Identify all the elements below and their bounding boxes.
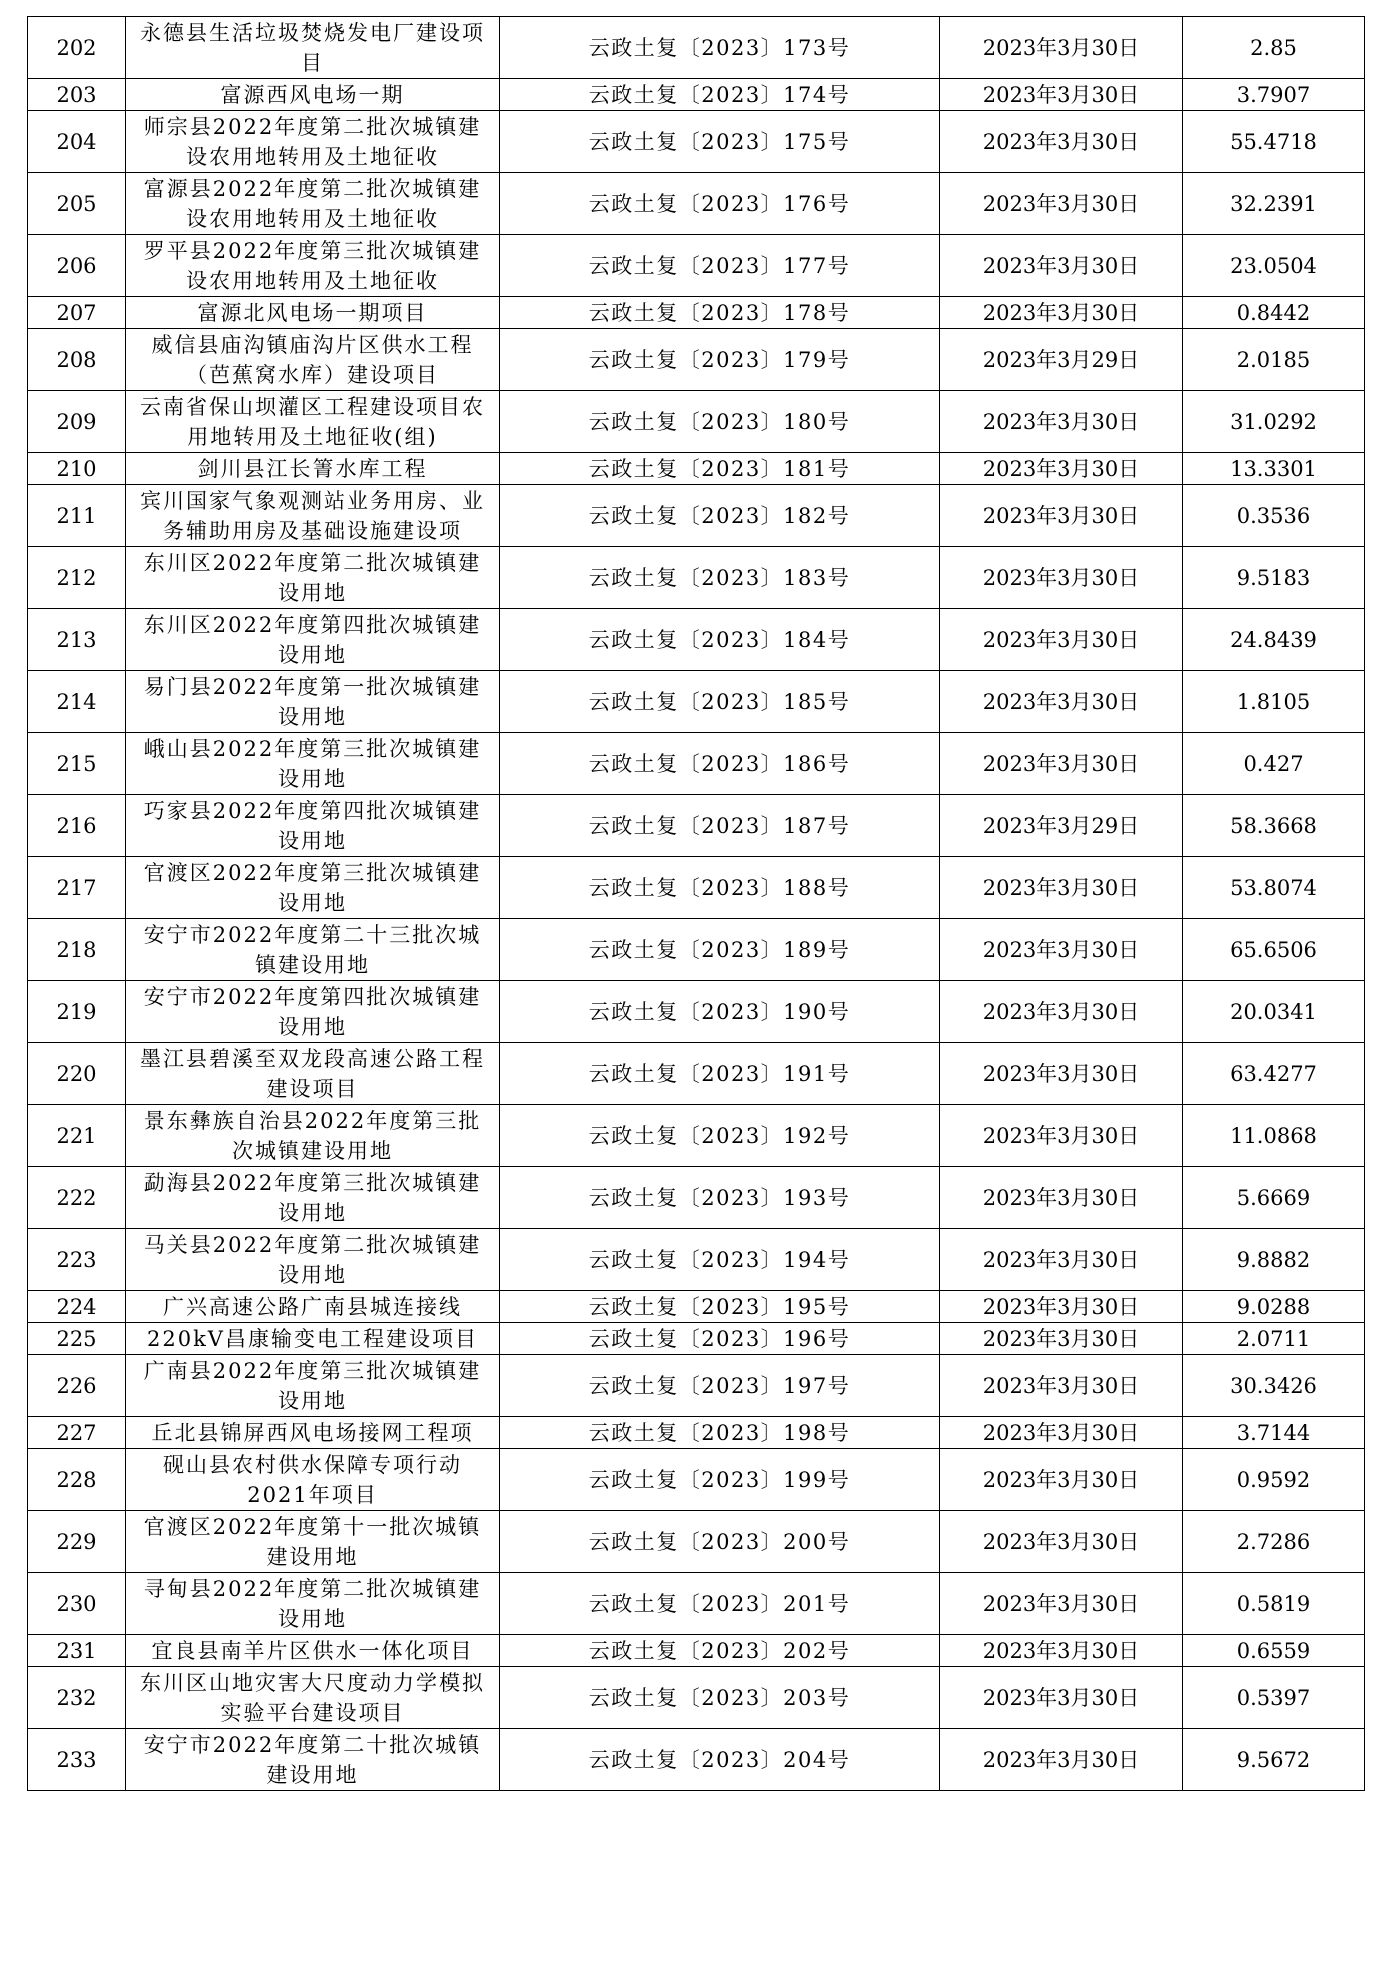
table-row	[28, 609, 1365, 671]
project-name: 宾川国家气象观测站业务用房、业务辅助用房及基础设施建设项	[126, 485, 500, 547]
row-number: 231	[28, 1635, 126, 1667]
project-name: 峨山县2022年度第三批次城镇建设用地	[126, 733, 500, 795]
project-name: 墨江县碧溪至双龙段高速公路工程建设项目	[126, 1043, 500, 1105]
area-value: 63.4277	[1183, 1043, 1365, 1105]
approval-date: 2023年3月30日	[940, 1291, 1183, 1323]
row-number: 228	[28, 1449, 126, 1511]
approval-date: 2023年3月30日	[940, 919, 1183, 981]
project-name: 剑川县江长箐水库工程	[126, 453, 500, 485]
project-name: 勐海县2022年度第三批次城镇建设用地	[126, 1167, 500, 1229]
project-name: 富源西风电场一期	[126, 79, 500, 111]
table-row	[28, 1417, 1365, 1449]
area-value: 9.8882	[1183, 1229, 1365, 1291]
row-number: 211	[28, 485, 126, 547]
table-row	[28, 1291, 1365, 1323]
approval-date: 2023年3月30日	[940, 297, 1183, 329]
approval-date: 2023年3月30日	[940, 17, 1183, 79]
approval-date: 2023年3月30日	[940, 1729, 1183, 1791]
table-row	[28, 1323, 1365, 1355]
table-row	[28, 329, 1365, 391]
row-number: 208	[28, 329, 126, 391]
approval-document-number: 云政土复〔2023〕181号	[500, 453, 940, 485]
row-number: 233	[28, 1729, 126, 1791]
table-body	[28, 17, 1365, 1791]
project-name: 景东彝族自治县2022年度第三批次城镇建设用地	[126, 1105, 500, 1167]
area-value: 0.3536	[1183, 485, 1365, 547]
row-number: 204	[28, 111, 126, 173]
approval-document-number: 云政土复〔2023〕187号	[500, 795, 940, 857]
row-number: 217	[28, 857, 126, 919]
area-value: 2.7286	[1183, 1511, 1365, 1573]
row-number: 222	[28, 1167, 126, 1229]
table-row	[28, 981, 1365, 1043]
approval-date: 2023年3月30日	[940, 1417, 1183, 1449]
area-value: 0.5397	[1183, 1667, 1365, 1729]
approval-document-number: 云政土复〔2023〕195号	[500, 1291, 940, 1323]
table-row	[28, 1449, 1365, 1511]
area-value: 9.0288	[1183, 1291, 1365, 1323]
project-name: 云南省保山坝灌区工程建设项目农用地转用及土地征收(组)	[126, 391, 500, 453]
approval-table	[27, 16, 1365, 1791]
approval-date: 2023年3月30日	[940, 173, 1183, 235]
area-value: 0.5819	[1183, 1573, 1365, 1635]
table-row	[28, 1729, 1365, 1791]
approval-document-number: 云政土复〔2023〕193号	[500, 1167, 940, 1229]
approval-date: 2023年3月30日	[940, 485, 1183, 547]
area-value: 55.4718	[1183, 111, 1365, 173]
table-row	[28, 173, 1365, 235]
project-name: 东川区山地灾害大尺度动力学模拟实验平台建设项目	[126, 1667, 500, 1729]
project-name: 安宁市2022年度第四批次城镇建设用地	[126, 981, 500, 1043]
table-row	[28, 17, 1365, 79]
approval-date: 2023年3月30日	[940, 609, 1183, 671]
table-row	[28, 111, 1365, 173]
project-name: 宜良县南羊片区供水一体化项目	[126, 1635, 500, 1667]
area-value: 20.0341	[1183, 981, 1365, 1043]
project-name: 富源北风电场一期项目	[126, 297, 500, 329]
approval-document-number: 云政土复〔2023〕182号	[500, 485, 940, 547]
approval-document-number: 云政土复〔2023〕203号	[500, 1667, 940, 1729]
row-number: 223	[28, 1229, 126, 1291]
area-value: 1.8105	[1183, 671, 1365, 733]
table-row	[28, 391, 1365, 453]
approval-date: 2023年3月30日	[940, 1043, 1183, 1105]
approval-date: 2023年3月30日	[940, 671, 1183, 733]
table-row	[28, 79, 1365, 111]
approval-document-number: 云政土复〔2023〕178号	[500, 297, 940, 329]
project-name: 罗平县2022年度第三批次城镇建设农用地转用及土地征收	[126, 235, 500, 297]
table-row	[28, 1229, 1365, 1291]
approval-date: 2023年3月30日	[940, 1573, 1183, 1635]
row-number: 219	[28, 981, 126, 1043]
area-value: 32.2391	[1183, 173, 1365, 235]
table-row	[28, 485, 1365, 547]
row-number: 202	[28, 17, 126, 79]
project-name: 易门县2022年度第一批次城镇建设用地	[126, 671, 500, 733]
table-row	[28, 919, 1365, 981]
row-number: 218	[28, 919, 126, 981]
approval-document-number: 云政土复〔2023〕183号	[500, 547, 940, 609]
area-value: 9.5183	[1183, 547, 1365, 609]
project-name: 广兴高速公路广南县城连接线	[126, 1291, 500, 1323]
approval-document-number: 云政土复〔2023〕189号	[500, 919, 940, 981]
table-row	[28, 453, 1365, 485]
approval-document-number: 云政土复〔2023〕176号	[500, 173, 940, 235]
approval-date: 2023年3月30日	[940, 79, 1183, 111]
row-number: 224	[28, 1291, 126, 1323]
approval-document-number: 云政土复〔2023〕175号	[500, 111, 940, 173]
table-row	[28, 547, 1365, 609]
table-row	[28, 1511, 1365, 1573]
area-value: 2.85	[1183, 17, 1365, 79]
area-value: 2.0185	[1183, 329, 1365, 391]
area-value: 9.5672	[1183, 1729, 1365, 1791]
row-number: 221	[28, 1105, 126, 1167]
approval-document-number: 云政土复〔2023〕180号	[500, 391, 940, 453]
approval-document-number: 云政土复〔2023〕174号	[500, 79, 940, 111]
area-value: 0.6559	[1183, 1635, 1365, 1667]
approval-date: 2023年3月30日	[940, 1355, 1183, 1417]
project-name: 220kV昌康输变电工程建设项目	[126, 1323, 500, 1355]
area-value: 11.0868	[1183, 1105, 1365, 1167]
approval-date: 2023年3月30日	[940, 733, 1183, 795]
area-value: 53.8074	[1183, 857, 1365, 919]
area-value: 2.0711	[1183, 1323, 1365, 1355]
row-number: 214	[28, 671, 126, 733]
project-name: 富源县2022年度第二批次城镇建设农用地转用及土地征收	[126, 173, 500, 235]
row-number: 206	[28, 235, 126, 297]
approval-date: 2023年3月30日	[940, 1229, 1183, 1291]
approval-date: 2023年3月30日	[940, 857, 1183, 919]
approval-document-number: 云政土复〔2023〕190号	[500, 981, 940, 1043]
project-name: 广南县2022年度第三批次城镇建设用地	[126, 1355, 500, 1417]
area-value: 3.7144	[1183, 1417, 1365, 1449]
project-name: 丘北县锦屏西风电场接网工程项	[126, 1417, 500, 1449]
approval-date: 2023年3月30日	[940, 1635, 1183, 1667]
approval-document-number: 云政土复〔2023〕199号	[500, 1449, 940, 1511]
project-name: 砚山县农村供水保障专项行动2021年项目	[126, 1449, 500, 1511]
approval-date: 2023年3月30日	[940, 453, 1183, 485]
row-number: 207	[28, 297, 126, 329]
approval-document-number: 云政土复〔2023〕196号	[500, 1323, 940, 1355]
approval-document-number: 云政土复〔2023〕173号	[500, 17, 940, 79]
approval-date: 2023年3月29日	[940, 329, 1183, 391]
table-row	[28, 1667, 1365, 1729]
approval-date: 2023年3月30日	[940, 547, 1183, 609]
project-name: 东川区2022年度第二批次城镇建设用地	[126, 547, 500, 609]
area-value: 0.427	[1183, 733, 1365, 795]
row-number: 210	[28, 453, 126, 485]
table-row	[28, 1635, 1365, 1667]
project-name: 永德县生活垃圾焚烧发电厂建设项目	[126, 17, 500, 79]
row-number: 232	[28, 1667, 126, 1729]
project-name: 马关县2022年度第二批次城镇建设用地	[126, 1229, 500, 1291]
row-number: 205	[28, 173, 126, 235]
table-row	[28, 671, 1365, 733]
table-row	[28, 235, 1365, 297]
row-number: 230	[28, 1573, 126, 1635]
row-number: 227	[28, 1417, 126, 1449]
row-number: 220	[28, 1043, 126, 1105]
table-row	[28, 1105, 1365, 1167]
area-value: 0.9592	[1183, 1449, 1365, 1511]
area-value: 65.6506	[1183, 919, 1365, 981]
approval-date: 2023年3月30日	[940, 1511, 1183, 1573]
table-row	[28, 857, 1365, 919]
area-value: 23.0504	[1183, 235, 1365, 297]
approval-date: 2023年3月30日	[940, 1167, 1183, 1229]
area-value: 58.3668	[1183, 795, 1365, 857]
project-name: 威信县庙沟镇庙沟片区供水工程（芭蕉窝水库）建设项目	[126, 329, 500, 391]
approval-document-number: 云政土复〔2023〕191号	[500, 1043, 940, 1105]
area-value: 24.8439	[1183, 609, 1365, 671]
approval-date: 2023年3月30日	[940, 1449, 1183, 1511]
approval-date: 2023年3月30日	[940, 1323, 1183, 1355]
row-number: 229	[28, 1511, 126, 1573]
row-number: 209	[28, 391, 126, 453]
approval-document-number: 云政土复〔2023〕201号	[500, 1573, 940, 1635]
row-number: 203	[28, 79, 126, 111]
row-number: 215	[28, 733, 126, 795]
project-name: 安宁市2022年度第二十三批次城镇建设用地	[126, 919, 500, 981]
row-number: 225	[28, 1323, 126, 1355]
approval-date: 2023年3月30日	[940, 235, 1183, 297]
approval-date: 2023年3月29日	[940, 795, 1183, 857]
project-name: 巧家县2022年度第四批次城镇建设用地	[126, 795, 500, 857]
row-number: 213	[28, 609, 126, 671]
table-row	[28, 1167, 1365, 1229]
row-number: 226	[28, 1355, 126, 1417]
approval-document-number: 云政土复〔2023〕177号	[500, 235, 940, 297]
project-name: 师宗县2022年度第二批次城镇建设农用地转用及土地征收	[126, 111, 500, 173]
area-value: 5.6669	[1183, 1167, 1365, 1229]
approval-document-number: 云政土复〔2023〕198号	[500, 1417, 940, 1449]
table-row	[28, 297, 1365, 329]
approval-date: 2023年3月30日	[940, 1105, 1183, 1167]
approval-document-number: 云政土复〔2023〕204号	[500, 1729, 940, 1791]
approval-document-number: 云政土复〔2023〕194号	[500, 1229, 940, 1291]
approval-document-number: 云政土复〔2023〕186号	[500, 733, 940, 795]
table-row	[28, 795, 1365, 857]
area-value: 3.7907	[1183, 79, 1365, 111]
table-row	[28, 1043, 1365, 1105]
table-row	[28, 733, 1365, 795]
area-value: 31.0292	[1183, 391, 1365, 453]
area-value: 13.3301	[1183, 453, 1365, 485]
approval-date: 2023年3月30日	[940, 1667, 1183, 1729]
approval-document-number: 云政土复〔2023〕197号	[500, 1355, 940, 1417]
project-name: 官渡区2022年度第十一批次城镇建设用地	[126, 1511, 500, 1573]
approval-document-number: 云政土复〔2023〕202号	[500, 1635, 940, 1667]
area-value: 0.8442	[1183, 297, 1365, 329]
table-row	[28, 1355, 1365, 1417]
row-number: 212	[28, 547, 126, 609]
approval-date: 2023年3月30日	[940, 981, 1183, 1043]
project-name: 东川区2022年度第四批次城镇建设用地	[126, 609, 500, 671]
project-name: 安宁市2022年度第二十批次城镇建设用地	[126, 1729, 500, 1791]
approval-date: 2023年3月30日	[940, 111, 1183, 173]
table-row	[28, 1573, 1365, 1635]
approval-date: 2023年3月30日	[940, 391, 1183, 453]
project-name: 官渡区2022年度第三批次城镇建设用地	[126, 857, 500, 919]
approval-document-number: 云政土复〔2023〕184号	[500, 609, 940, 671]
area-value: 30.3426	[1183, 1355, 1365, 1417]
approval-document-number: 云政土复〔2023〕200号	[500, 1511, 940, 1573]
approval-document-number: 云政土复〔2023〕179号	[500, 329, 940, 391]
approval-document-number: 云政土复〔2023〕188号	[500, 857, 940, 919]
row-number: 216	[28, 795, 126, 857]
project-name: 寻甸县2022年度第二批次城镇建设用地	[126, 1573, 500, 1635]
approval-document-number: 云政土复〔2023〕192号	[500, 1105, 940, 1167]
approval-document-number: 云政土复〔2023〕185号	[500, 671, 940, 733]
